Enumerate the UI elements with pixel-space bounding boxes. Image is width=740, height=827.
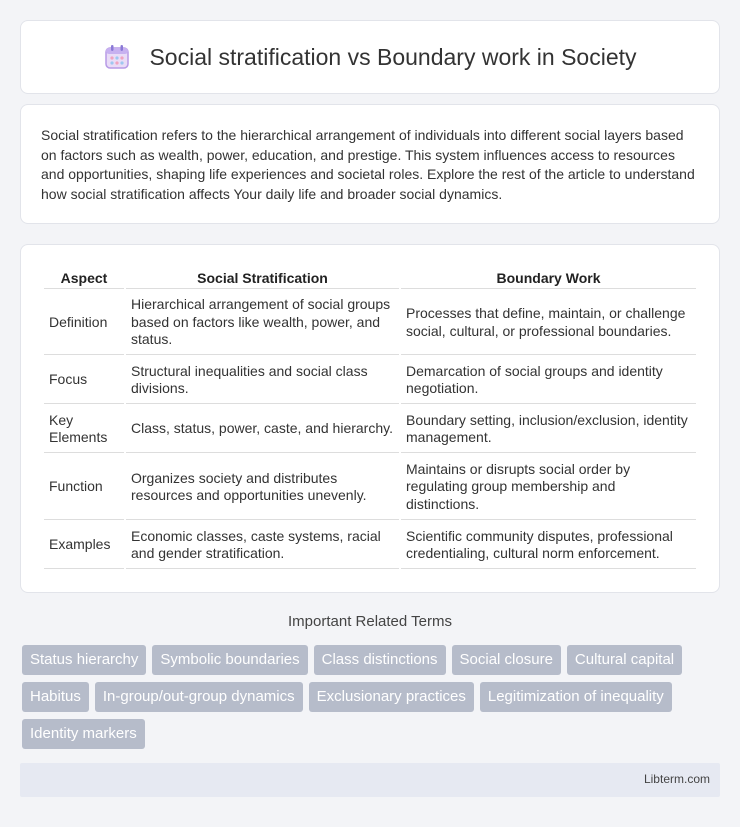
table-row bbox=[44, 406, 696, 453]
footer-site-link[interactable]: Libterm.com bbox=[643, 772, 710, 786]
column-header-boundary-work: Boundary Work bbox=[401, 266, 696, 289]
intro-paragraph: Social stratification refers to the hierarchical arrangement of individuals into different social layers based on factors such as wealth, power, education, and prestige. This system influences access to resources and opportunities, shaping life experiences and societal roles. Explore the rest of the article to understand how social stratification affects Your daily life and broader social dynamics. bbox=[41, 127, 695, 202]
table-cell-stratification: Organizes society and distributes resources and opportunities unevenly. bbox=[126, 455, 399, 520]
table-cell-stratification: Economic classes, caste systems, racial and gender stratification. bbox=[126, 522, 399, 569]
column-header-aspect: Aspect bbox=[44, 266, 124, 289]
column-header-social-stratification: Social Stratification bbox=[126, 266, 399, 289]
related-term-tag[interactable]: Social closure bbox=[452, 645, 561, 675]
table-cell-boundary: Boundary setting, inclusion/exclusion, identity management. bbox=[401, 406, 696, 453]
table-row bbox=[44, 455, 696, 520]
comparison-card bbox=[20, 244, 720, 593]
related-terms-heading: Important Related Terms bbox=[288, 613, 452, 630]
table-cell-aspect: Focus bbox=[44, 357, 124, 404]
footer bbox=[20, 763, 720, 797]
table-cell-stratification: Hierarchical arrangement of social groups based on factors like wealth, power, and status. bbox=[126, 291, 399, 355]
related-term-tag[interactable]: In-group/out-group dynamics bbox=[95, 682, 303, 712]
related-terms-list bbox=[22, 645, 722, 749]
comparison-table bbox=[42, 264, 698, 571]
table-cell-boundary: Processes that define, maintain, or challenge social, cultural, or professional boundaries. bbox=[401, 291, 696, 355]
table-cell-aspect: Examples bbox=[44, 522, 124, 569]
related-term-tag[interactable]: Exclusionary practices bbox=[309, 682, 474, 712]
related-term-tag[interactable]: Habitus bbox=[22, 682, 89, 712]
related-term-tag[interactable]: Symbolic boundaries bbox=[152, 645, 307, 675]
table-row bbox=[44, 522, 696, 569]
related-term-tag[interactable]: Class distinctions bbox=[314, 645, 446, 675]
table-header-row bbox=[44, 266, 696, 289]
intro-card bbox=[20, 104, 720, 224]
related-term-tag[interactable]: Cultural capital bbox=[567, 645, 682, 675]
table-row bbox=[44, 357, 696, 404]
table-cell-boundary: Scientific community disputes, professional credentialing, cultural norm enforcement. bbox=[401, 522, 696, 569]
related-term-tag[interactable]: Identity markers bbox=[22, 719, 145, 749]
title-card bbox=[20, 20, 720, 94]
table-cell-stratification: Class, status, power, caste, and hierarchy. bbox=[126, 406, 399, 453]
table-cell-aspect: Definition bbox=[44, 291, 124, 355]
table-cell-stratification: Structural inequalities and social class divisions. bbox=[126, 357, 399, 404]
related-term-tag[interactable]: Status hierarchy bbox=[22, 645, 146, 675]
table-cell-aspect: Key Elements bbox=[44, 406, 124, 453]
calendar-icon bbox=[103, 43, 131, 71]
table-row bbox=[44, 291, 696, 355]
page-title: Social stratification vs Boundary work in Society bbox=[149, 43, 637, 70]
table-cell-boundary: Demarcation of social groups and identity negotiation. bbox=[401, 357, 696, 404]
table-cell-aspect: Function bbox=[44, 455, 124, 520]
related-term-tag[interactable]: Legitimization of inequality bbox=[480, 682, 672, 712]
table-cell-boundary: Maintains or disrupts social order by regulating group membership and distinctions. bbox=[401, 455, 696, 520]
